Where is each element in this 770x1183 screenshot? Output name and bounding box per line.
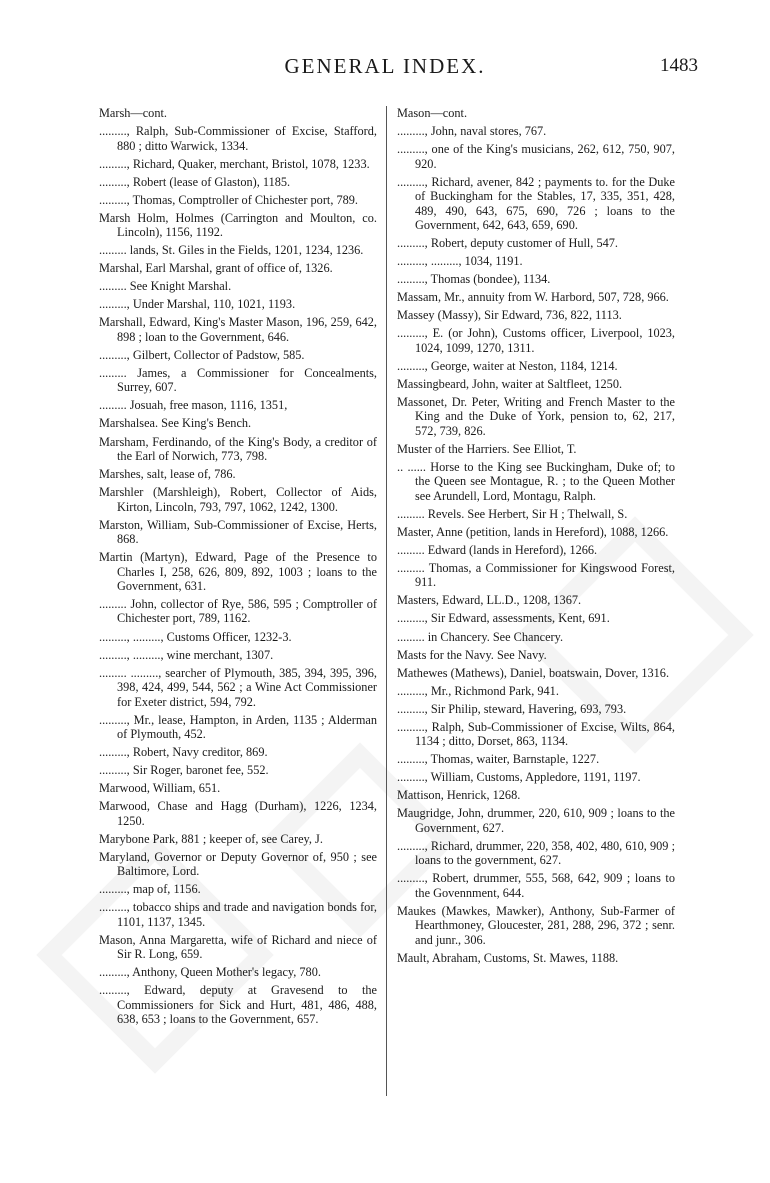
index-entry: Mattison, Henrick, 1268.: [397, 788, 521, 803]
index-entry: ........., Robert, deputy customer of Hull, 547.: [397, 236, 618, 250]
index-entry: Martin (Martyn), Edward, Page of the Presence to Charles I, 258, 626, 809, 892, 1003 ; loans to the Government, 631.: [99, 550, 377, 593]
index-entry: ........., E. (or John), Customs officer, Liverpool, 1023, 1024, 1099, 1270, 1311.: [397, 326, 675, 355]
index-entry: ........., ........., 1034, 1191.: [397, 254, 523, 269]
index-entry: Mason—cont.: [397, 106, 468, 120]
index-entry: ........., John, naval stores, 767.: [397, 124, 547, 139]
index-entry: ........., Richard, Quaker, merchant, Bristol, 1078, 1233.: [99, 156, 370, 171]
index-entry: .. ...... Horse to the King see Buckingham, Duke of; to the Queen see Montague, R. ; to the Queen Mother see Arundell, Lord, Montagu, Ralph.: [397, 459, 675, 503]
index-entry: ........., Ralph, Sub-Commissioner of Excise, Stafford, 880 ; ditto Warwick, 1334.: [99, 124, 377, 153]
index-entry: ........., Robert (lease of Glaston), 1185.: [99, 174, 291, 189]
index-entry: ........., Sir Philip, steward, Havering, 693, 793.: [397, 701, 627, 716]
index-entry: ......... See Knight Marshal.: [99, 279, 232, 294]
column-divider: [386, 106, 387, 1096]
index-entry: Marsh—cont.: [99, 106, 167, 120]
index-entry: Master, Anne (petition, lands in Hereford), 1088, 1266.: [397, 524, 669, 539]
index-entry: Masts for the Navy. See Navy.: [397, 647, 547, 662]
index-entry: ........., Thomas, Comptroller of Chichester port, 789.: [99, 192, 358, 207]
index-entry: Marsham, Ferdinando, of the King's Body, a creditor of the Earl of Norwich, 773, 798.: [99, 434, 377, 463]
index-entry: Massey (Massy), Sir Edward, 736, 822, 1113.: [397, 308, 622, 323]
index-entry: Marshes, salt, lease of, 786.: [99, 467, 236, 482]
index-entry: ......... John, collector of Rye, 586, 595 ; Comptroller of Chichester port, 789, 1162.: [99, 597, 377, 626]
index-entry: Muster of the Harriers. See Elliot, T.: [397, 441, 577, 456]
index-entry: ........., Robert, Navy creditor, 869.: [99, 745, 268, 760]
index-entry: Mason, Anna Margaretta, wife of Richard and niece of Sir R. Long, 659.: [99, 932, 377, 962]
index-entry: ......... Josuah, free mason, 1116, 1351,: [99, 398, 288, 413]
index-entry: Masters, Edward, LL.D., 1208, 1367.: [397, 593, 582, 608]
index-entry: Maukes (Mawkes, Mawker), Anthony, Sub-Farmer of Hearthmoney, Gloucester, 281, 288, 296, 372 ; senr. and junr., 306.: [397, 903, 675, 947]
index-entry: ........., Sir Roger, baronet fee, 552.: [99, 763, 269, 778]
index-entry: Massam, Mr., annuity from W. Harbord, 507, 728, 966.: [397, 290, 669, 305]
index-entry: Maugridge, John, drummer, 220, 610, 909 ; loans to the Government, 627.: [397, 806, 675, 835]
index-entry: ........., George, waiter at Neston, 1184, 1214.: [397, 358, 618, 373]
index-entry: Marshler (Marshleigh), Robert, Collector of Aids, Kirton, Lincoln, 793, 797, 1062, 1242, 1300.: [99, 485, 377, 514]
left-column: [99, 106, 377, 1030]
index-entry: ........., Mr., lease, Hampton, in Arden, 1135 ; Alderman of Plymouth, 452.: [99, 712, 377, 742]
index-entry: ......... Edward (lands in Hereford), 1266.: [397, 542, 598, 557]
index-entry: ........., Edward, deputy at Gravesend to the Commissioners for Sick and Hurt, 481, 486, 488, 638, 653 ; loans to the Government, 657.: [99, 983, 377, 1027]
index-entry: ........., Thomas (bondee), 1134.: [397, 272, 551, 287]
index-entry: ........., one of the King's musicians, 262, 612, 750, 907, 920.: [397, 142, 675, 171]
index-entry: Marshalsea. See King's Bench.: [99, 416, 252, 431]
index-entry: ........., Sir Edward, assessments, Kent, 691.: [397, 611, 610, 626]
index-entry: ........., Richard, drummer, 220, 358, 402, 480, 610, 909 ; loans to the government, 627.: [397, 838, 675, 868]
index-entry: ......... James, a Commissioner for Concealments, Surrey, 607.: [99, 365, 377, 395]
index-entry: Massonet, Dr. Peter, Writing and French Master to the King and the Duke of York, pension to, 62, 217, 572, 739, 826.: [397, 394, 675, 438]
index-entry: ......... lands, St. Giles in the Fields, 1201, 1234, 1236.: [99, 243, 364, 258]
index-entry: ........., Mr., Richmond Park, 941.: [397, 683, 559, 698]
index-entry: Marston, William, Sub-Commissioner of Excise, Herts, 868.: [99, 517, 377, 547]
index-entry: Marybone Park, 881 ; keeper of, see Carey, J.: [99, 831, 323, 846]
index-entry: Marshall, Edward, King's Master Mason, 196, 259, 642, 898 ; loan to the Government, 646.: [99, 315, 377, 344]
index-entry: ........., ........., Customs Officer, 1232-3.: [99, 629, 292, 644]
index-entry: ........., Thomas, waiter, Barnstaple, 1227.: [397, 752, 600, 767]
index-entry: ......... ........., searcher of Plymouth, 385, 394, 395, 396, 398, 424, 499, 544, 562 ; a Wine Act Commissioner for Exeter district, 594, 792.: [99, 665, 377, 709]
index-entry: Marshal, Earl Marshal, grant of office of, 1326.: [99, 261, 333, 276]
index-entry: ........., Gilbert, Collector of Padstow, 585.: [99, 347, 305, 362]
page-header: [0, 54, 770, 84]
index-entry: ......... Revels. See Herbert, Sir H ; Thelwall, S.: [397, 506, 628, 521]
right-column: [397, 106, 675, 969]
index-entry: ........., map of, 1156.: [99, 882, 201, 897]
index-entry: ........., Anthony, Queen Mother's legacy, 780.: [99, 965, 321, 980]
index-entry: ........., Ralph, Sub-Commissioner of Excise, Wilts, 864, 1134 ; ditto, Dorset, 863, 1134.: [397, 719, 675, 749]
page-number: 1483: [660, 55, 698, 76]
index-entry: Maryland, Governor or Deputy Governor of, 950 ; see Baltimore, Lord.: [99, 849, 377, 879]
index-entry: Mathewes (Mathews), Daniel, boatswain, Dover, 1316.: [397, 665, 670, 680]
index-entry: ........., William, Customs, Appledore, 1191, 1197.: [397, 770, 641, 785]
index-entry: Massingbeard, John, waiter at Saltfleet, 1250.: [397, 376, 623, 391]
index-entry: Mault, Abraham, Customs, St. Mawes, 1188.: [397, 950, 619, 965]
index-entry: ........., Richard, avener, 842 ; payments to. for the Duke of Buckingham for the Stables, 17, 335, 351, 428, 489, 490, 643, 675, 690, 726 ; loans to the Government, 642, 643, 659, 690.: [397, 174, 675, 232]
index-entry: Marwood, William, 651.: [99, 781, 221, 796]
index-entry: ......... in Chancery. See Chancery.: [397, 629, 564, 644]
index-entry: ........., Under Marshal, 110, 1021, 1193.: [99, 297, 296, 312]
index-entry: ........., Robert, drummer, 555, 568, 642, 909 ; loans to the Govennment, 644.: [397, 871, 675, 900]
index-entry: ......... Thomas, a Commissioner for Kingswood Forest, 911.: [397, 560, 675, 590]
page-title: GENERAL INDEX.: [284, 54, 486, 78]
index-entry: Marsh Holm, Holmes (Carrington and Moulton, co. Lincoln), 1156, 1192.: [99, 210, 377, 240]
index-entry: ........., ........., wine merchant, 1307.: [99, 647, 274, 662]
index-entry: Marwood, Chase and Hagg (Durham), 1226, 1234, 1250.: [99, 799, 377, 828]
index-entry: ........., tobacco ships and trade and navigation bonds for, 1101, 1137, 1345.: [99, 900, 377, 929]
